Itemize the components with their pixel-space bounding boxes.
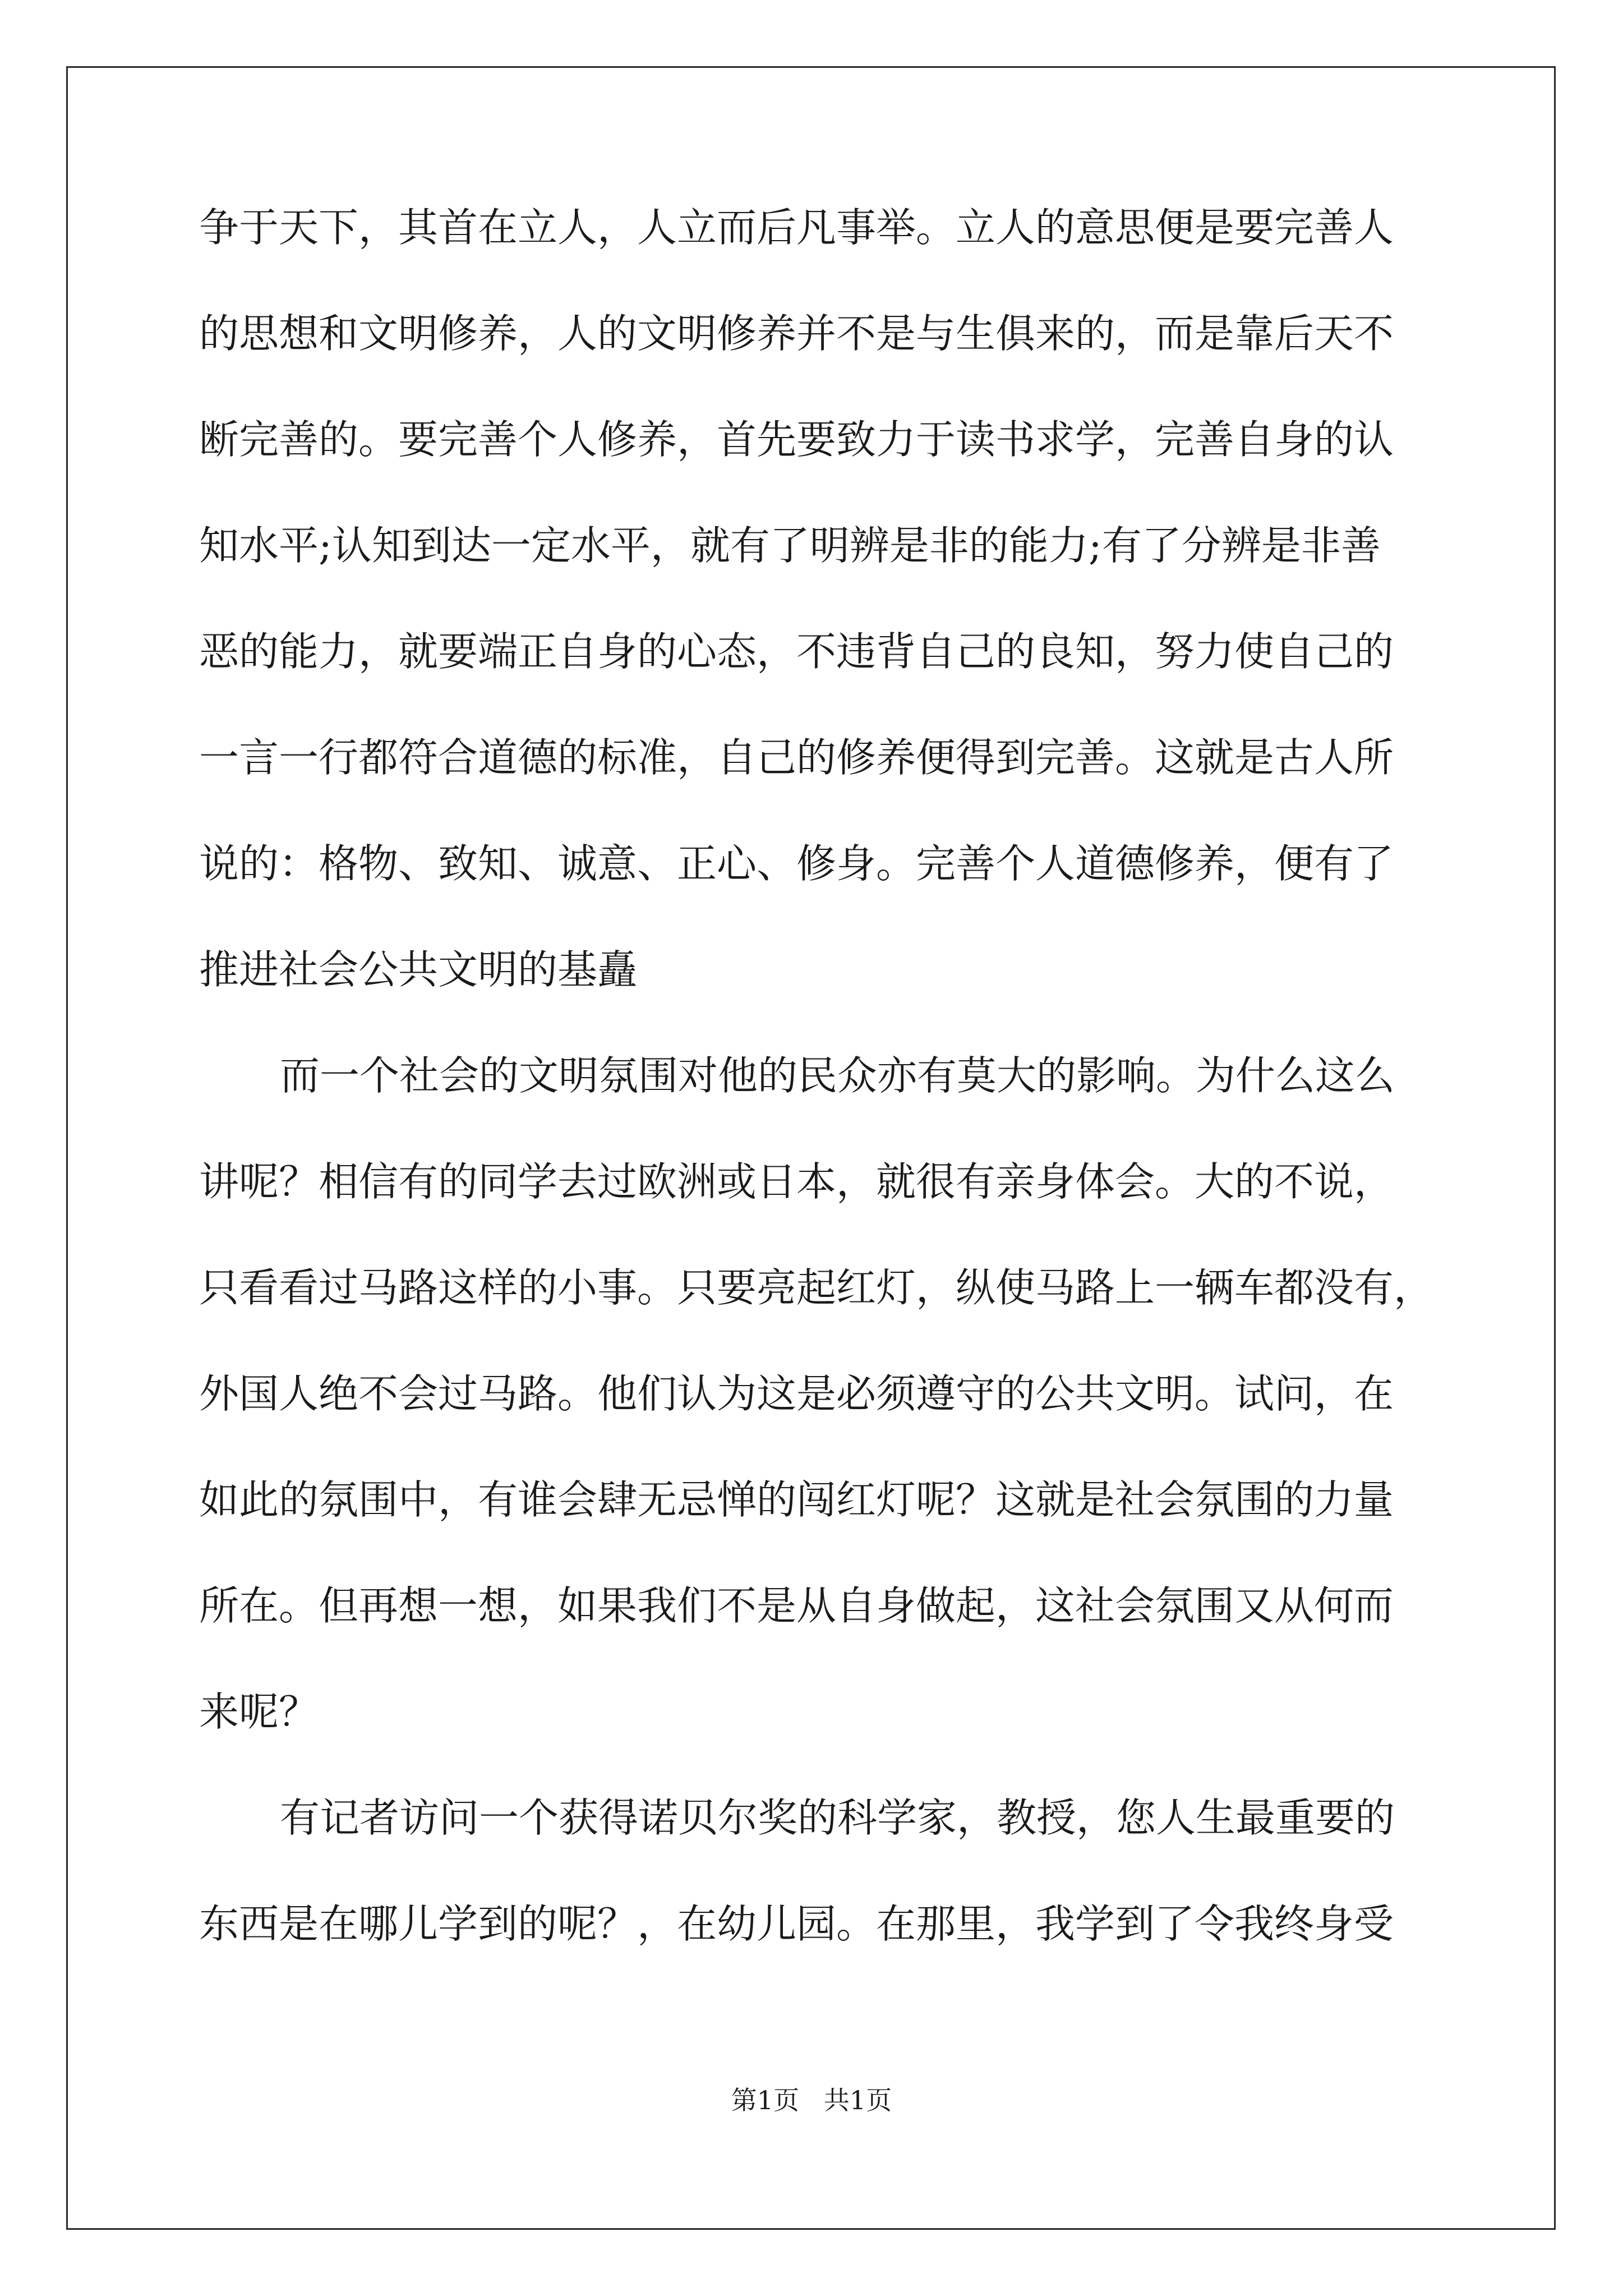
text-line: 的思想和文明修养，人的文明修养并不是与生俱来的，而是靠后天不 bbox=[199, 310, 1394, 357]
text-line: 恶的能力，就要端正自身的心态，不违背自己的良知，努力使自己的 bbox=[199, 628, 1394, 675]
document-body bbox=[199, 204, 1455, 2010]
paragraph bbox=[199, 1052, 1455, 1798]
text-line: 断完善的。要完善个人修养，首先要致力于读书求学，完善自身的认 bbox=[199, 416, 1394, 463]
text-line: 而一个社会的文明氛围对他的民众亦有莫大的影响。为什么这么 bbox=[280, 1052, 1395, 1099]
text-line: 讲呢？相信有的同学去过欧洲或日本，就很有亲身体会。大的不说， bbox=[199, 1158, 1394, 1205]
text-line: 来呢？ bbox=[199, 1688, 319, 1735]
text-line: 所在。但再想一想，如果我们不是从自身做起，这社会氛围又从何而 bbox=[199, 1582, 1394, 1629]
text-line: 如此的氛围中，有谁会肆无忌惮的闯红灯呢？这就是社会氛围的力量 bbox=[199, 1476, 1394, 1523]
text-line: 推进社会公共文明的基矗 bbox=[199, 946, 638, 993]
text-line: 只看看过马路这样的小事。只要亮起红灯，纵使马路上一辆车都没有， bbox=[199, 1264, 1434, 1311]
paragraph bbox=[199, 204, 1455, 1056]
text-line: 知水平;认知到达一定水平，就有了明辨是非的能力;有了分辨是非善 bbox=[199, 522, 1381, 569]
text-line: 外国人绝不会过马路。他们认为这是必须遵守的公共文明。试问，在 bbox=[199, 1370, 1394, 1417]
text-line: 一言一行都符合道德的标准，自己的修养便得到完善。这就是古人所 bbox=[199, 734, 1394, 781]
text-line: 争于天下，其首在立人，人立而后凡事举。立人的意思便是要完善人 bbox=[199, 204, 1394, 251]
page-footer: 第1页 共1页 bbox=[731, 2085, 892, 2115]
text-line: 说的：格物、致知、诚意、正心、修身。完善个人道德修养，便有了 bbox=[199, 840, 1394, 887]
text-line: 东西是在哪儿学到的呢？，在幼儿园。在那里，我学到了令我终身受 bbox=[199, 1901, 1394, 1947]
paragraph bbox=[199, 1795, 1455, 2010]
text-line: 有记者访问一个获得诺贝尔奖的科学家，教授，您人生最重要的 bbox=[280, 1795, 1395, 1841]
